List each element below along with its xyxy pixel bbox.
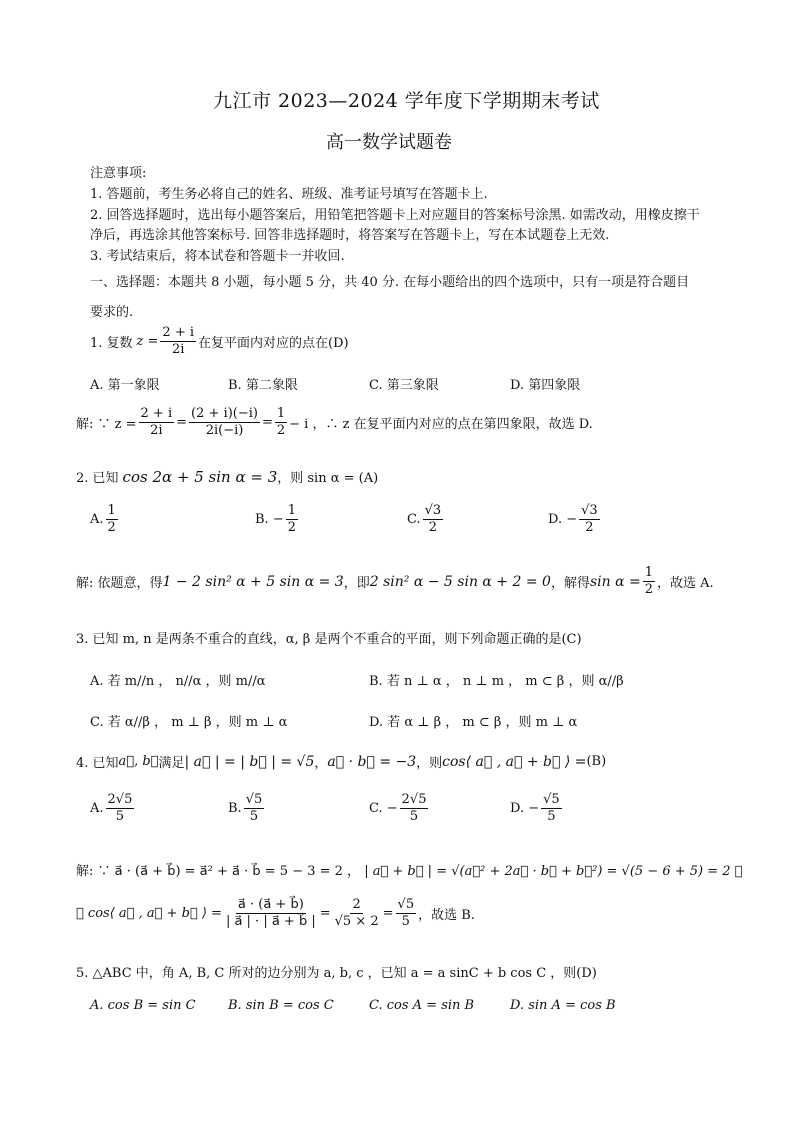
q1-sol-frac-1	[139, 407, 175, 439]
q1-solution	[76, 407, 593, 439]
q1-sol-frac-3-den: 2	[276, 423, 286, 439]
q1-option-c: C. 第三象限	[369, 378, 439, 393]
notice-item-2b: 净后，再选涂其他答案标号. 回答非选择题时，将答案写在答题卡上，写在本试题卷上无效.	[90, 228, 610, 243]
q4-option-a-den: 5	[115, 809, 125, 825]
q2-suffix: ，则 sin α = (A)	[277, 471, 379, 486]
q4-option-b-num: √5	[244, 793, 265, 809]
q4-option-d-den: 5	[547, 809, 556, 825]
q3-option-c: C. 若 α//β ， m ⊥ β ，则 m ⊥ α	[90, 715, 288, 730]
q4-stem-6: a⃗ · b⃗ = −3	[327, 753, 417, 770]
q5-option-d: D. sin A = cos B	[510, 998, 616, 1013]
q1-sol-eq-1: =	[176, 415, 188, 431]
q2-sol-6: sin α =	[589, 573, 641, 590]
q4-sol-num-2: 2	[350, 898, 362, 914]
q4-sol-num-1: a⃗ · (a⃗ + b⃗)	[236, 898, 306, 914]
q1-sol-frac-1-den: 2i	[150, 423, 163, 439]
q4-stem-4: | a⃗ | = | b⃗ | = √5	[184, 753, 315, 770]
q2-option-d-label: D. −	[548, 512, 578, 528]
exam-title: 九江市 2023—2024 学年度下学期期末考试	[213, 90, 600, 112]
q3-option-a: A. 若 m//n ， n//α ，则 m//α	[90, 674, 266, 689]
q4-option-d-label: D. −	[510, 801, 540, 817]
q2-expression: cos 2α + 5 sin α = 3	[122, 467, 278, 486]
q4-stem-2: a⃗, b⃗	[118, 754, 159, 769]
q2-sol-4: 2 sin² α − 5 sin α + 2 = 0	[369, 573, 551, 590]
q1-sol-eq-2: =	[261, 415, 273, 431]
q2-option-d-num: √3	[579, 504, 600, 520]
q1-sol-prefix: 解: ∵ z =	[76, 417, 137, 433]
q3-option-b: B. 若 n ⊥ α ， n ⊥ m ， m ⊂ β ，则 α//β	[369, 674, 624, 689]
q5-option-c: C. cos A = sin B	[369, 998, 475, 1013]
q4-sol-line-1	[76, 860, 742, 879]
q1-sol-frac-3-num: 1	[275, 407, 287, 423]
q4-sol-den-1: | a⃗ | · | a⃗ + b⃗ |	[225, 914, 316, 930]
q2-option-d	[548, 504, 602, 536]
section-1-line-2: 要求的.	[90, 305, 134, 320]
q2-option-a	[90, 504, 120, 536]
q4-sol-1: 解: ∵ a⃗ · (a⃗ + b⃗) = a⃗² + a⃗ · b⃗ = 5 − 3 = 2 ，	[76, 864, 361, 879]
exam-subtitle: 高一数学试题卷	[326, 132, 452, 153]
q5-stem: 5. △ABC 中，角 A, B, C 所对的边分别为 a, b, c ，已知 a = a sinC + b cos C ，则(D)	[76, 966, 597, 981]
q1-option-b: B. 第二象限	[228, 378, 298, 393]
q5-option-b: B. sin B = cos C	[228, 998, 334, 1013]
q2-option-c-label: C.	[407, 512, 421, 528]
q4-sol-den-2: √5 × 2	[334, 914, 379, 930]
q1-sol-frac-2	[189, 407, 260, 439]
q2-option-a-label: A.	[90, 512, 104, 528]
q2-option-a-num: 1	[106, 504, 118, 520]
q2-sol-7: ，故选 A.	[657, 576, 714, 592]
q1-fraction-den: 2i	[172, 342, 185, 358]
q1-sol-frac-1-num: 2 + i	[139, 407, 175, 423]
q1-fraction-num: 2 + i	[160, 326, 196, 342]
q2-option-c-num: √3	[423, 504, 444, 520]
q4-stem-9: (B)	[586, 754, 607, 769]
q1-sol-frac-3	[275, 407, 287, 439]
q2-option-b-num: 1	[286, 504, 298, 520]
q4-option-a	[90, 793, 136, 825]
q4-option-c	[369, 793, 430, 825]
notice-item-1: 1. 答题前，考生务必将自己的姓名、班级、准考证号填写在答题卡上.	[90, 187, 488, 202]
q5-option-a: A. cos B = sin C	[90, 998, 196, 1013]
q1-stem	[90, 326, 349, 358]
q1-sol-frac-2-den: 2i(−i)	[205, 423, 244, 439]
q2-sol-num: 1	[643, 566, 655, 582]
q4-sol-line-2: ∴ cos⟨ a⃗ , a⃗ + b⃗ ⟩ = $\frac{a⃗ \cdot (a⃗ + b⃗)}{| a⃗ | \cdot | a⃗ + b⃗ |}$ = $\frac{2}{√5 \times 2}$ = $\frac{√5}{5}$ ，故选 B.	[76, 897, 475, 930]
q2-sol-5: ，解得	[550, 576, 590, 592]
q2-option-b-label: B. −	[255, 512, 284, 528]
q4-option-d-num: √5	[541, 793, 562, 809]
q2-solution	[76, 566, 714, 598]
q4-option-b-label: B.	[228, 801, 242, 817]
q2-sol-2: 1 − 2 sin² α + 5 sin α = 3	[162, 573, 344, 590]
q2-option-b-den: 2	[287, 520, 296, 536]
q4-option-b-den: 5	[249, 809, 259, 825]
q2-sol-1: 解: 依题意，得	[76, 576, 163, 592]
q2-option-a-den: 2	[107, 520, 116, 536]
q2-prefix: 2. 已知	[76, 471, 119, 486]
q1-prefix: 1. 复数	[90, 336, 133, 352]
q4-sol-den-3: 5	[401, 914, 410, 930]
q4-option-c-label: C. −	[369, 801, 398, 817]
q2-option-d-den: 2	[585, 520, 594, 536]
q2-option-b	[255, 504, 300, 536]
q4-stem-5: ，	[314, 756, 328, 771]
q2-sol-3: ，即	[343, 576, 370, 592]
q4-sol-4: ，故选 B.	[418, 908, 475, 924]
q1-option-d: D. 第四象限	[510, 378, 581, 393]
q3-option-d: D. 若 α ⊥ β ， m ⊂ β ，则 m ⊥ α	[369, 715, 578, 730]
q2-option-c-den: 2	[428, 520, 438, 536]
q1-z: z =	[136, 334, 159, 350]
q2-sol-den: 2	[644, 582, 653, 598]
q4-stem-3: 满足	[158, 756, 185, 771]
q1-sol-tail: − i ，∴ z 在复平面内对应的点在第四象限，故选 D.	[289, 417, 593, 433]
section-1-line-1: 一、选择题：本题共 8 小题，每小题 5 分，共 40 分. 在每小题给出的四个选项中，只有一项是符合题目	[90, 275, 690, 290]
q4-stem	[76, 752, 606, 771]
q2-option-c	[407, 504, 445, 536]
q4-option-a-label: A.	[90, 801, 104, 817]
q4-stem-1: 4. 已知	[76, 756, 119, 771]
q1-fraction	[160, 326, 196, 358]
q4-sol-num-3: √5	[396, 898, 417, 914]
notice-item-2a: 2. 回答选择题时，选出每小题答案后，用铅笔把答题卡上对应题目的答案标号涂黑. 如需改动，用橡皮擦干	[90, 208, 700, 223]
q4-stem-8: cos⟨ a⃗ , a⃗ + b⃗ ⟩ =	[442, 753, 587, 770]
notice-heading: 注意事项:	[90, 166, 147, 181]
q4-option-b	[228, 793, 266, 825]
q4-option-c-num: 2√5	[400, 793, 429, 809]
notice-item-3: 3. 考试结束后，将本试卷和答题卡一并收回.	[90, 249, 345, 264]
q4-sol-2: | a⃗ + b⃗ | = √(a⃗² + 2a⃗ · b⃗ + b⃗²) = √(5 − 6 + 5) = 2 ，	[364, 864, 743, 879]
q4-sol-3: ∴ cos⟨ a⃗ , a⃗ + b⃗ ⟩ =	[76, 906, 222, 922]
q1-suffix: 在复平面内对应的点在(D)	[198, 336, 349, 352]
q1-sol-frac-2-num: (2 + i)(−i)	[189, 407, 260, 423]
q4-stem-7: ，则	[416, 756, 443, 771]
q4-option-a-num: 2√5	[106, 793, 135, 809]
q4-option-c-den: 5	[409, 809, 419, 825]
q2-stem	[76, 467, 378, 486]
q4-option-d	[510, 793, 564, 825]
q1-option-a: A. 第一象限	[90, 378, 160, 393]
q3-stem: 3. 已知 m, n 是两条不重合的直线，α, β 是两个不重合的平面，则下列命题正确的是(C)	[76, 632, 582, 647]
